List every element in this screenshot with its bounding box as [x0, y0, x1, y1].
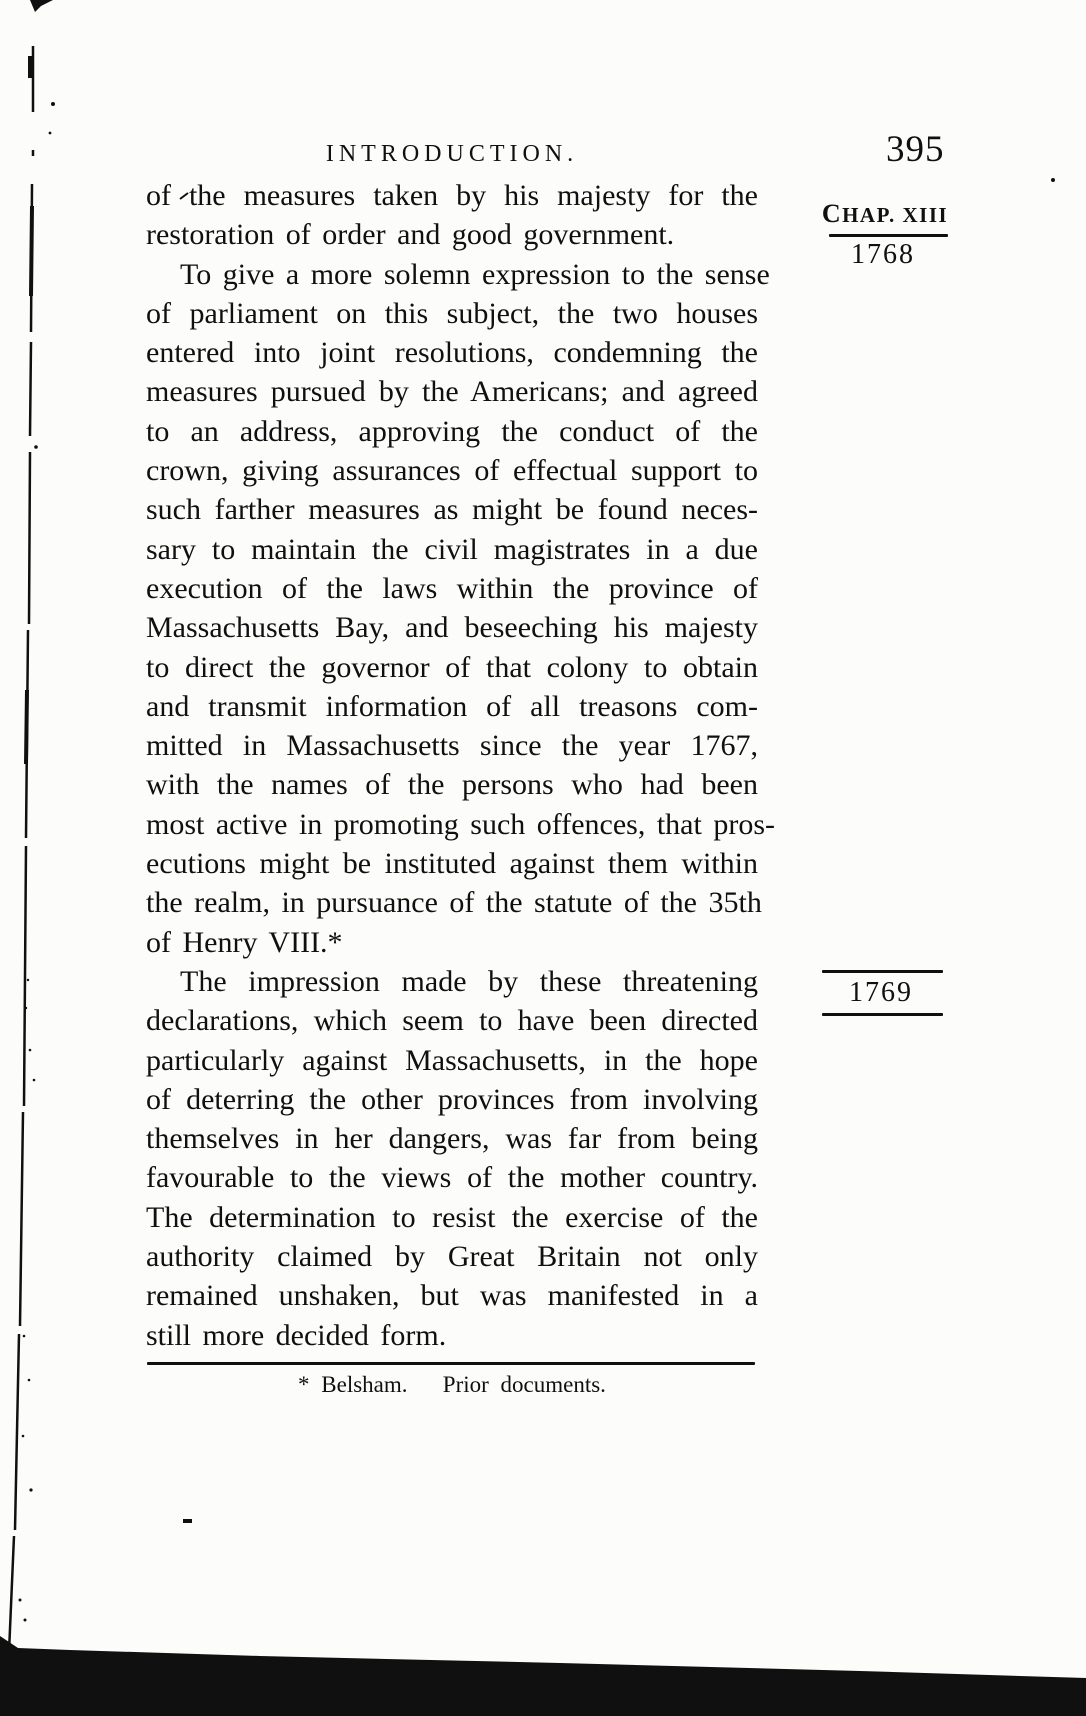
- text-line: of the measures taken by his majesty for the: [146, 179, 758, 212]
- margin-rule-1769-top: [822, 970, 943, 973]
- footnote: * Belsham. Prior documents.: [298, 1372, 606, 1397]
- scan-artifact-corner-flag: [30, 0, 53, 12]
- text-line: measures pursued by the Americans; and agreed: [146, 375, 758, 409]
- margin-rule-chapter: [829, 234, 948, 237]
- text-line: Massachusetts Bay, and beseeching his majesty: [146, 611, 758, 645]
- body-text: [146, 176, 775, 1355]
- text-line: crown, giving assurances of effectual support to: [146, 454, 758, 488]
- margin-note-year-1768: 1768: [851, 239, 915, 270]
- margin-rule-1769-bottom: [822, 1013, 943, 1016]
- text-line: The determination to resist the exercise of the: [146, 1200, 758, 1234]
- running-header: INTRODUCTION.: [325, 141, 579, 167]
- text-line: declarations, which seem to have been directed: [146, 1004, 758, 1038]
- text-line: most active in promoting such offences, that pros-: [146, 807, 775, 841]
- scan-artifact-binding-line-thick: [26, 56, 32, 764]
- text-line: and transmit information of all treasons com-: [146, 689, 758, 723]
- text-line: still more decided form.: [146, 1318, 447, 1352]
- text-line: such farther measures as might be found neces-: [146, 493, 758, 527]
- page-number: 395: [886, 129, 945, 170]
- text-line: of deterring the other provinces from involving: [146, 1082, 758, 1116]
- margin-note-chapter: CHAP. XIII: [821, 199, 949, 228]
- footnote-rule: [147, 1362, 755, 1365]
- text-line: mitted in Massachusetts since the year 1767,: [146, 729, 758, 763]
- text-line: authority claimed by Great Britain not only: [146, 1240, 758, 1274]
- margin-note-year-1769: 1769: [849, 977, 913, 1008]
- text-line: of parliament on this subject, the two houses: [146, 296, 758, 330]
- text-line: To give a more solemn expression to the sense: [180, 257, 770, 291]
- text-line: entered into joint resolutions, condemning the: [146, 336, 758, 370]
- text-line: execution of the laws within the province of: [146, 571, 758, 605]
- text-line: to an address, approving the conduct of the: [146, 414, 758, 448]
- text-line: themselves in her dangers, was far from being: [146, 1122, 758, 1156]
- text-line: ecutions might be instituted against them within: [146, 847, 758, 881]
- scan-artifact-binding-line: [9, 46, 33, 1652]
- text-line: of Henry VIII.*: [146, 925, 343, 959]
- text-line: favourable to the views of the mother country.: [146, 1161, 758, 1195]
- scan-artifact-bottom-bar: [0, 1636, 1086, 1716]
- text-line: particularly against Massachusetts, in the hope: [146, 1043, 758, 1077]
- text-line: The impression made by these threatening: [180, 964, 758, 998]
- text-line: to direct the governor of that colony to obtain: [146, 650, 758, 684]
- text-line: sary to maintain the civil magistrates in a due: [146, 532, 758, 566]
- text-line: remained unshaken, but was manifested in a: [146, 1279, 758, 1313]
- text-line: with the names of the persons who had been: [146, 768, 758, 802]
- text-line: the realm, in pursuance of the statute of the 35th: [146, 886, 762, 920]
- text-line: restoration of order and good government.: [146, 218, 675, 252]
